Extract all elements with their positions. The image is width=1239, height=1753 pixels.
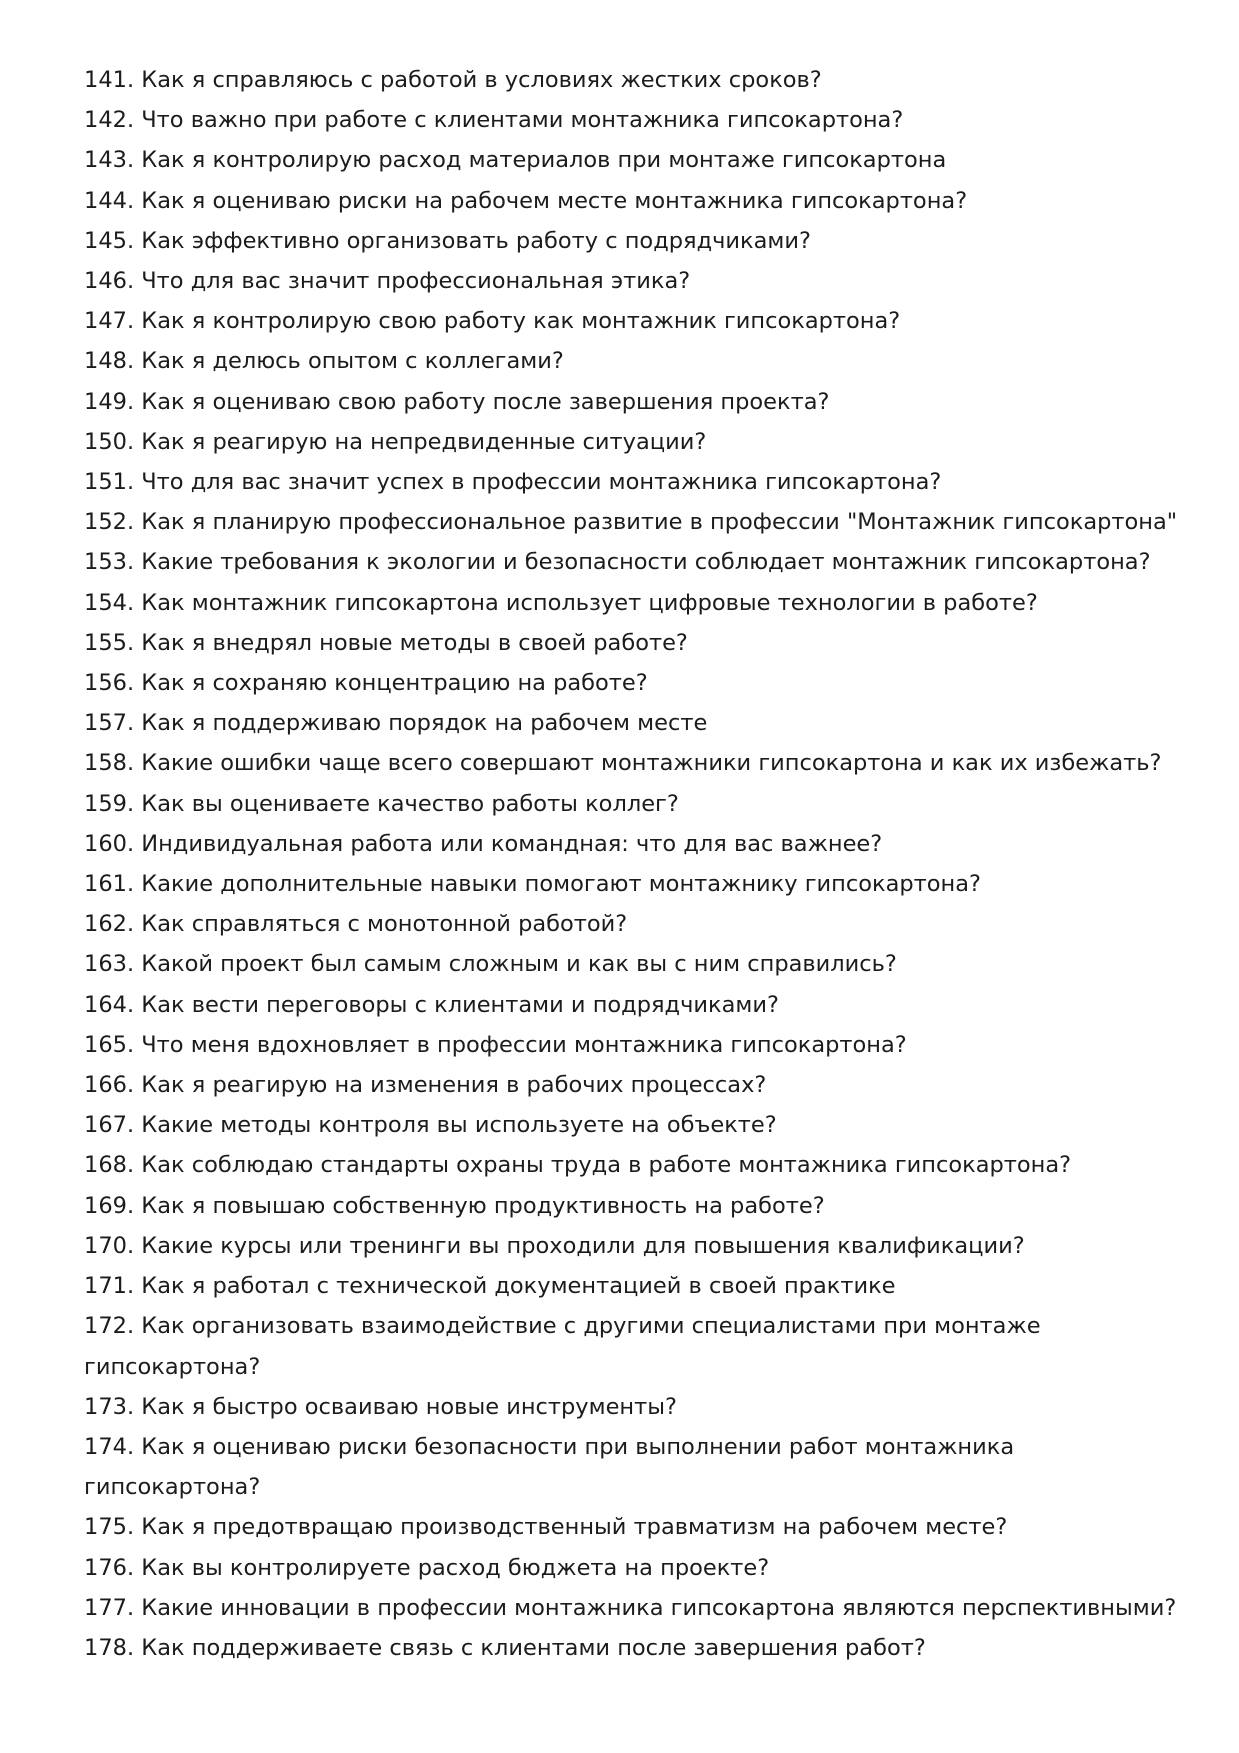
question-item: 173. Как я быстро осваиваю новые инструменты? <box>84 1393 677 1420</box>
question-list <box>84 60 1178 1668</box>
question-item: 170. Какие курсы или тренинги вы проходили для повышения квалификации? <box>84 1232 1025 1259</box>
question-item: 149. Как я оцениваю свою работу после завершения проекта? <box>84 388 830 415</box>
question-item: 159. Как вы оцениваете качество работы коллег? <box>84 790 679 817</box>
question-item: 154. Как монтажник гипсокартона использует цифровые технологии в работе? <box>84 589 1038 616</box>
question-item: 162. Как справляться с монотонной работой? <box>84 911 628 938</box>
question-item: 171. Как я работал с технической документацией в своей практике <box>84 1273 896 1300</box>
question-item: 155. Как я внедрял новые методы в своей работе? <box>84 629 688 656</box>
question-item: 152. Как я планирую профессиональное развитие в профессии "Монтажник гипсокартона" <box>84 509 1178 536</box>
question-item: 150. Как я реагирую на непредвиденные ситуации? <box>84 428 707 455</box>
question-item: 148. Как я делюсь опытом с коллегами? <box>84 348 564 375</box>
question-item: 143. Как я контролирую расход материалов при монтаже гипсокартона <box>84 147 947 174</box>
question-item: 164. Как вести переговоры с клиентами и подрядчиками? <box>84 991 779 1018</box>
question-item: 178. Как поддерживаете связь с клиентами после завершения работ? <box>84 1634 926 1661</box>
question-item: 151. Что для вас значит успех в профессии монтажника гипсокартона? <box>84 469 942 496</box>
question-item: 142. Что важно при работе с клиентами монтажника гипсокартона? <box>84 107 904 134</box>
question-item: 146. Что для вас значит профессиональная этика? <box>84 268 691 295</box>
question-item: 158. Какие ошибки чаще всего совершают монтажники гипсокартона и как их избежать? <box>84 750 1162 777</box>
question-item: 156. Как я сохраняю концентрацию на работе? <box>84 670 648 697</box>
question-item: 172. Как организовать взаимодействие с другими специалистами при монтаже гипсокартона? <box>84 1313 1041 1380</box>
question-item: 163. Какой проект был самым сложным и как вы с ним справились? <box>84 951 897 978</box>
question-item: 161. Какие дополнительные навыки помогают монтажнику гипсокартона? <box>84 871 981 898</box>
question-item: 145. Как эффективно организовать работу с подрядчиками? <box>84 227 811 254</box>
question-item: 166. Как я реагирую на изменения в рабочих процессах? <box>84 1072 767 1099</box>
question-item: 141. Как я справляюсь с работой в условиях жестких сроков? <box>84 67 822 93</box>
question-item: 168. Как соблюдаю стандарты охраны труда в работе монтажника гипсокартона? <box>84 1152 1072 1179</box>
question-item: 144. Как я оцениваю риски на рабочем месте монтажника гипсокартона? <box>84 187 968 214</box>
question-item: 169. Как я повышаю собственную продуктивность на работе? <box>84 1192 825 1219</box>
question-item: 147. Как я контролирую свою работу как монтажник гипсокартона? <box>84 308 901 335</box>
question-item: 177. Какие инновации в профессии монтажника гипсокартона являются перспективными? <box>84 1594 1177 1621</box>
question-item: 160. Индивидуальная работа или командная: что для вас важнее? <box>84 830 883 857</box>
question-item: 175. Как я предотвращаю производственный травматизм на рабочем месте? <box>84 1514 1008 1541</box>
question-item: 157. Как я поддерживаю порядок на рабочем месте <box>84 710 708 737</box>
question-item: 165. Что меня вдохновляет в профессии монтажника гипсокартона? <box>84 1031 907 1058</box>
question-item: 174. Как я оцениваю риски безопасности при выполнении работ монтажника гипсокартона? <box>84 1433 1015 1501</box>
question-item: 176. Как вы контролируете расход бюджета на проекте? <box>84 1554 770 1581</box>
question-item: 153. Какие требования к экологии и безопасности соблюдает монтажник гипсокартона? <box>84 549 1151 576</box>
question-item: 167. Какие методы контроля вы используете на объекте? <box>84 1112 777 1139</box>
